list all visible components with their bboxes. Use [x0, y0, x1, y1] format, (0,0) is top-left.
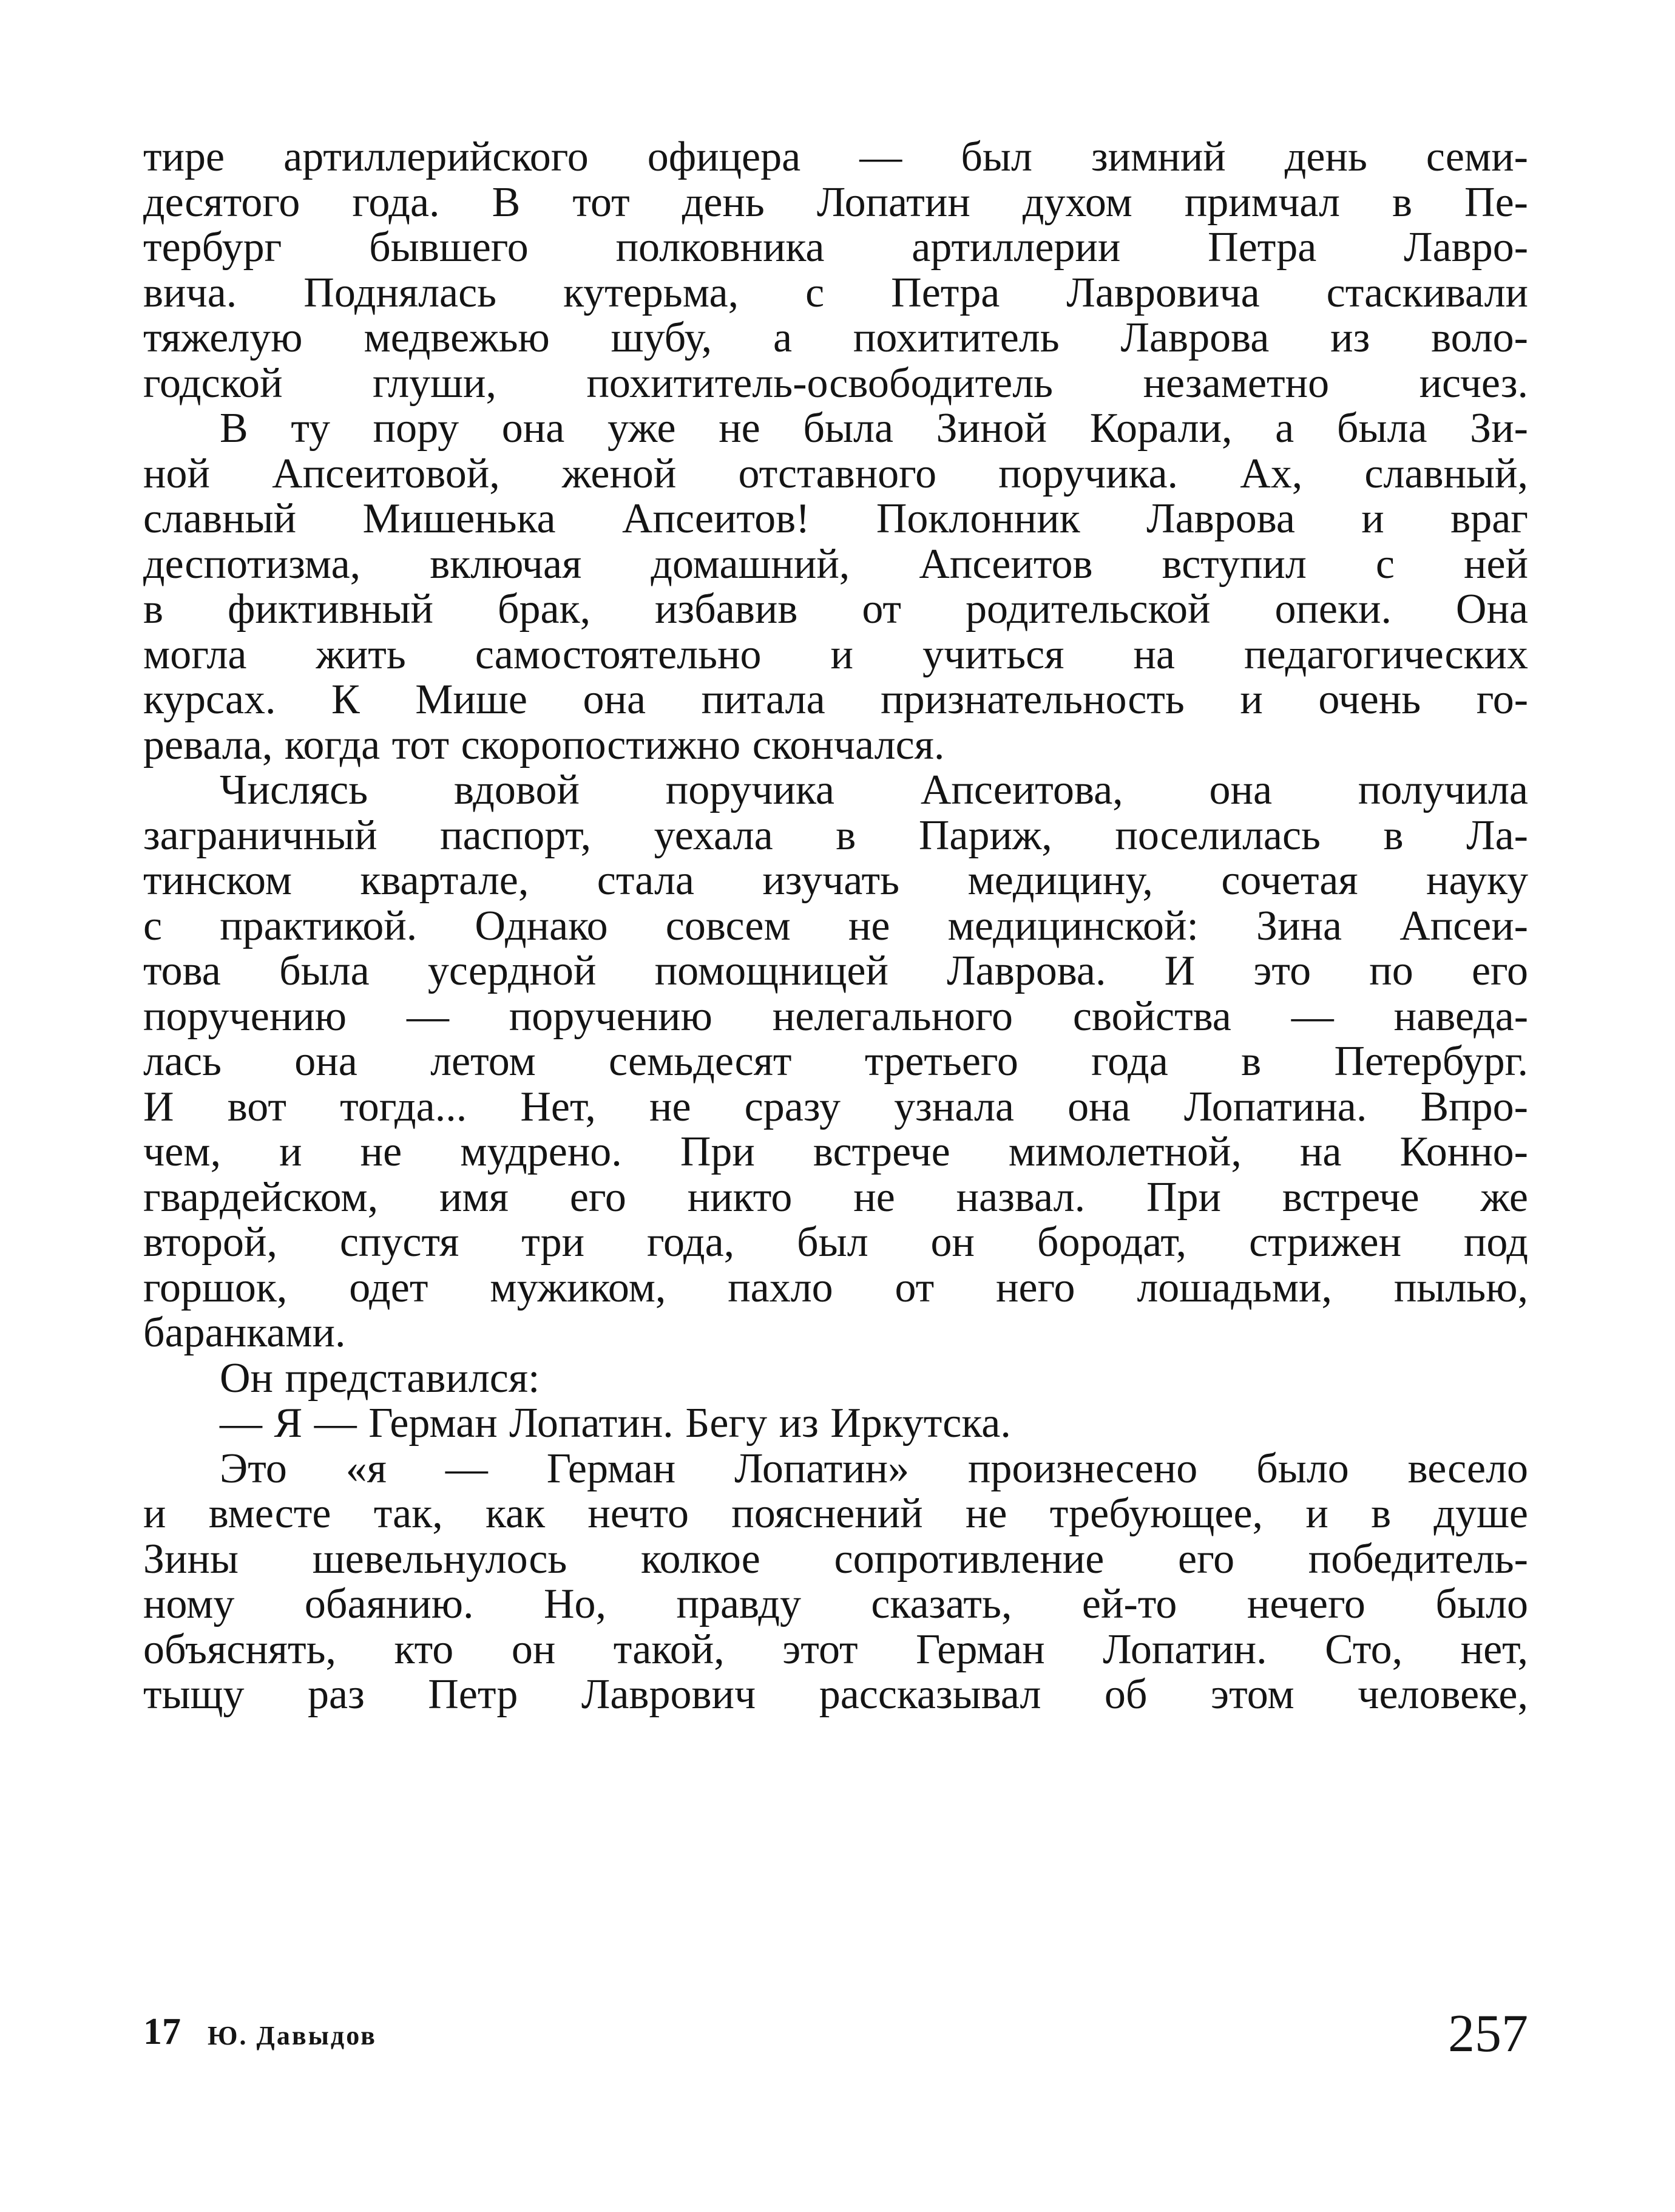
text-line: вича. Поднялась кутерьма, с Петра Лавровича стаскивали [143, 269, 1528, 316]
signature-number: 17 [143, 2011, 181, 2052]
text-line: — Я — Герман Лопатин. Бегу из Иркутска. [220, 1400, 1011, 1447]
text-line: В ту пору она уже не была Зиной Корали, а была Зи- [220, 405, 1528, 452]
text-line: баранками. [143, 1309, 346, 1356]
text-line: ревала, когда тот скоропостижно скончался. [143, 721, 945, 768]
text-line: могла жить самостоятельно и учиться на педагогических [143, 631, 1528, 678]
page-number: 257 [1448, 2004, 1528, 2063]
text-line: с практикой. Однако совсем не медицинской: Зина Апсеи- [143, 902, 1528, 949]
text-line: ной Апсеитовой, женой отставного поручика. Ах, славный, [143, 450, 1528, 497]
text-line: поручению — поручению нелегального свойства — наведа- [143, 992, 1528, 1040]
text-line: тыщу раз Петр Лаврович рассказывал об этом человеке, [143, 1671, 1528, 1718]
text-line: Зины шевельнулось колкое сопротивление его победитель- [143, 1535, 1528, 1583]
text-line: курсах. К Мише она питала признательность и очень го- [143, 676, 1528, 723]
text-line: заграничный паспорт, уехала в Париж, поселилась в Ла- [143, 812, 1528, 859]
text-line: чем, и не мудрено. При встрече мимолетной, на Конно- [143, 1128, 1528, 1175]
text-line: тербург бывшего полковника артиллерии Петра Лавро- [143, 224, 1528, 271]
text-line: Числясь вдовой поручика Апсеитова, она получила [220, 767, 1528, 813]
text-line: тире артиллерийского офицера — был зимний день семи- [143, 134, 1528, 180]
text-line: гвардейском, имя его никто не назвал. При встрече же [143, 1173, 1528, 1221]
text-line: това была усердной помощницей Лаврова. И это по его [143, 948, 1528, 994]
text-line: славный Мишенька Апсеитов! Поклонник Лаврова и враг [143, 495, 1528, 542]
text-line: И вот тогда... Нет, не сразу узнала она Лопатина. Впро- [143, 1083, 1528, 1130]
text-line: годской глуши, похититель-освободитель незаметно исчез. [143, 359, 1528, 407]
text-line: и вместе так, как нечто пояснений не требующее, и в душе [143, 1490, 1528, 1537]
text-line: Он представился: [220, 1354, 540, 1402]
text-line: ному обаянию. Но, правду сказать, ей-то нечего было [143, 1581, 1528, 1627]
text-line: десятого года. В тот день Лопатин духом примчал в Пе- [143, 178, 1528, 226]
text-line: тяжелую медвежью шубу, а похититель Лаврова из воло- [143, 314, 1528, 361]
text-line: объяснять, кто он такой, этот Герман Лопатин. Сто, нет, [143, 1626, 1528, 1673]
page-footer [143, 2002, 1528, 2063]
signature-author: Ю. Давыдов [208, 2021, 377, 2051]
text-line: деспотизма, включая домашний, Апсеитов вступил с ней [143, 540, 1528, 588]
text-line: в фиктивный брак, избавив от родительской опеки. Она [143, 586, 1528, 633]
text-line: горшок, одет мужиком, пахло от него лошадьми, пылью, [143, 1264, 1528, 1311]
text-line: второй, спустя три года, был он бородат, стрижен под [143, 1219, 1528, 1266]
text-line: Это «я — Герман Лопатин» произнесено было весело [220, 1445, 1528, 1492]
text-line: лась она летом семьдесят третьего года в Петербург. [143, 1038, 1528, 1085]
text-line: тинском квартале, стала изучать медицину, сочетая науку [143, 857, 1528, 904]
body-text [143, 135, 1528, 1718]
